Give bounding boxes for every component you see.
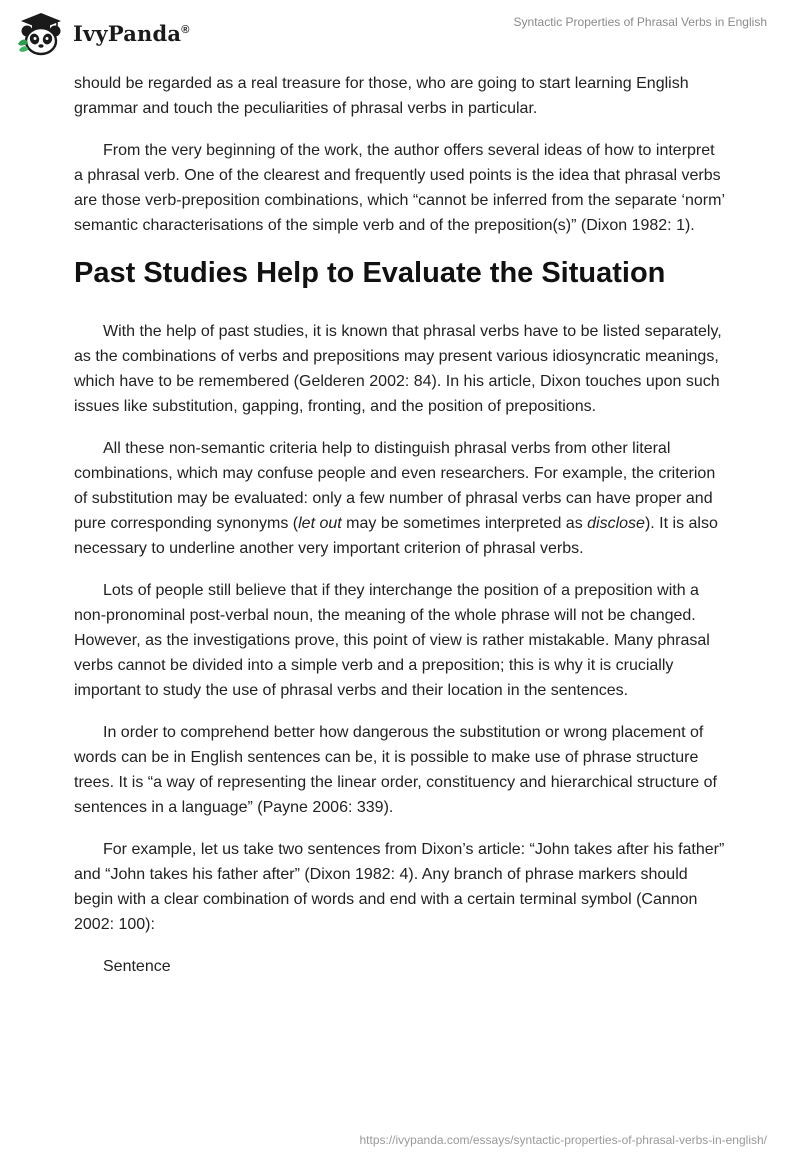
brand-logo[interactable] [15,10,190,56]
emphasis-text: let out [298,515,342,532]
paragraph: Lots of people still believe that if they interchange the position of a preposition with a non-pronominal post-verbal noun, the meaning of the whole phrase will not be changed. However, as the investigations prove, this point of view is rather mistakable. Many phrasal verbs cannot be divided into a simple verb and a preposition; this is why it is crucially important to study the use of phrasal verbs and their location in the sentences. [74,582,710,699]
paragraph: From the very beginning of the work, the author offers several ideas of how to interpret a phrasal verb. One of the clearest and frequently used points is the idea that phrasal verbs are those verb-preposition combinations, which “cannot be inferred from the separate ‘norm’ semantic characterisations of the simple verb and of the preposition(s)” (Dixon 1982: 1). [74,142,725,234]
paragraph: With the help of past studies, it is known that phrasal verbs have to be listed separately, as the combinations of verbs and prepositions may present various idiosyncratic meanings, which have to be remembered (Gelderen 2002: 84). In his article, Dixon touches upon such issues like substitution, gapping, fronting, and the position of prepositions. [74,323,722,415]
registered-mark: ® [181,23,190,36]
paragraph-text: may be sometimes interpreted as [341,515,588,532]
paragraph-text: ). It is also necessary to underline another very important criterion of phrasal verbs. [74,515,718,557]
page-header [0,0,800,62]
source-url-link[interactable]: https://ivypanda.com/essays/syntactic-properties-of-phrasal-verbs-in-english/ [359,1133,767,1147]
panda-graduate-icon [15,10,67,56]
paragraph [74,436,726,561]
paragraph: Sentence [103,958,171,975]
paragraph-text: All these non-semantic criteria help to distinguish phrasal verbs from other literal combinations, which may confuse people and even researchers. For example, the criterion of substitution may be evaluated: only a few number of phrasal verbs can have proper and pure corresponding synonyms ( [74,440,716,532]
section-heading: Past Studies Help to Evaluate the Situation [74,257,666,289]
article-body [74,71,726,996]
document-title: Syntactic Properties of Phrasal Verbs in English [513,15,767,29]
emphasis-text: disclose [587,515,645,532]
paragraph: For example, let us take two sentences from Dixon’s article: “John takes after his father” and “John takes his father after” (Dixon 1982: 4). Any branch of phrase markers should begin with a clear combination of words and end with a certain terminal symbol (Cannon 2002: 100): [74,841,725,933]
paragraph: In order to comprehend better how dangerous the substitution or wrong placement of words can be in English sentences can be, it is possible to make use of phrase structure trees. It is “a way of representing the linear order, constituency and hierarchical structure of sentences in a language” (Payne 2006: 339). [74,724,717,816]
paragraph: should be regarded as a real treasure for those, who are going to start learning English grammar and touch the peculiarities of phrasal verbs in particular. [74,75,689,117]
brand-name: IvyPanda® [73,20,190,46]
